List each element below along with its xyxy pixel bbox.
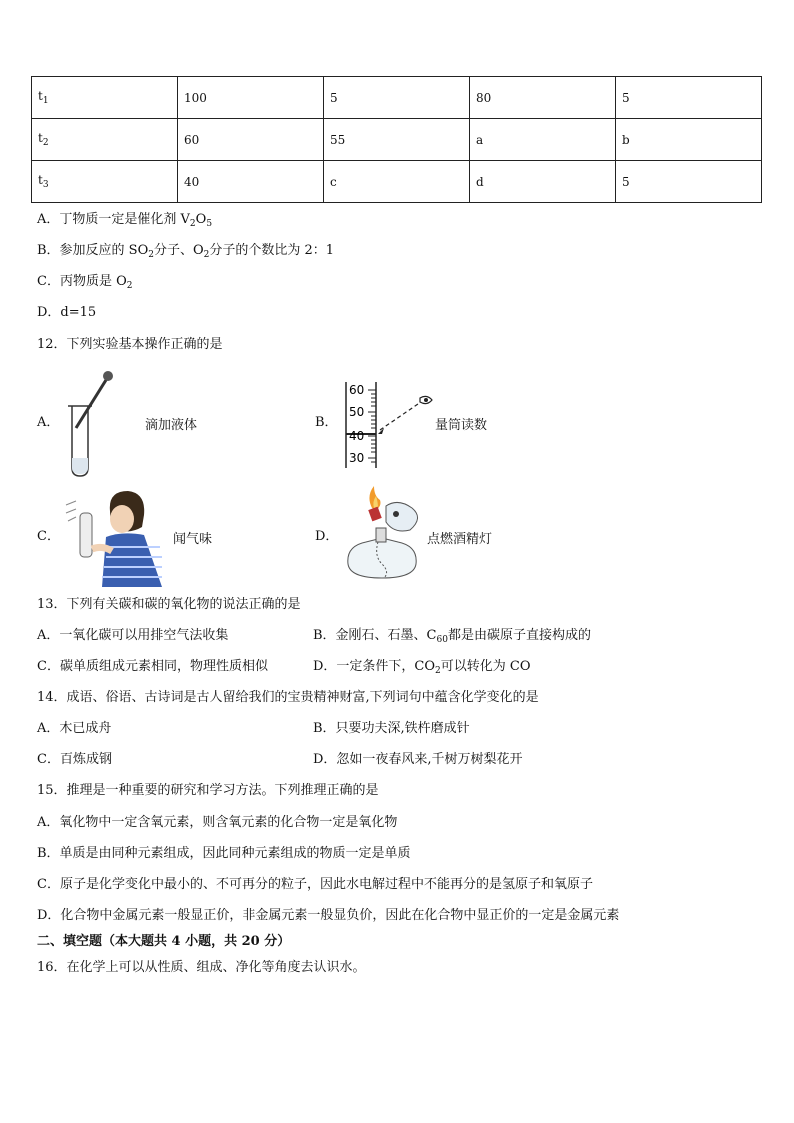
q11-option-d: D．d=15: [37, 305, 97, 320]
graduated-cylinder-figure: [340, 378, 435, 470]
q14-option-d: D．忽如一夜春风来,千树万树梨花开: [313, 752, 523, 767]
table-row: [32, 77, 762, 119]
q12-c-caption: 闻气味: [173, 532, 213, 547]
table-cell: $t_2$: [32, 119, 178, 161]
q16-stem: 16．在化学上可以从性质、组成、净化等角度去认识水。: [37, 960, 366, 975]
table-cell: d: [470, 161, 616, 203]
q13-option-d: D．一定条件下，$CO_2$可以转化为 CO: [313, 659, 531, 676]
cylinder-tick-label: 30: [349, 451, 365, 465]
table-cell: 60: [178, 119, 324, 161]
q15-option-c: C．原子是化学变化中最小的、不可再分的粒子，因此水电解过程中不能再分的是氢原子和氧原子: [37, 877, 593, 892]
q12-a-caption: 滴加液体: [145, 418, 198, 433]
q14-option-b: B．只要功夫深,铁杵磨成针: [313, 721, 470, 736]
q15-option-a: A．氧化物中一定含氧元素，则含氧元素的化合物一定是氧化物: [37, 815, 398, 830]
q12-b-caption: 量筒读数: [435, 418, 488, 433]
table-cell: 55: [324, 119, 470, 161]
q12-a-label: A．: [37, 415, 60, 430]
table-cell: 5: [616, 161, 762, 203]
table-cell: 100: [178, 77, 324, 119]
table-cell: 80: [470, 77, 616, 119]
q12-d-caption: 点燃酒精灯: [427, 532, 493, 547]
q15-option-b: B．单质是由同种元素组成，因此同种元素组成的物质一定是单质: [37, 846, 411, 861]
q13-option-a: A．一氧化碳可以用排空气法收集: [37, 628, 229, 643]
cylinder-tick-label: 50: [349, 405, 365, 419]
cylinder-tick-label: 60: [349, 383, 365, 397]
q14-stem: 14．成语、俗语、古诗词是古人留给我们的宝贵精神财富,下列词句中蕴含化学变化的是: [37, 690, 539, 705]
table-cell: b: [616, 119, 762, 161]
table-cell: 5: [616, 77, 762, 119]
q14-option-a: A．木已成舟: [37, 721, 112, 736]
cylinder-tick-label: 40: [349, 429, 365, 443]
alcohol-lamp-figure: [338, 486, 428, 582]
q14-option-c: C．百炼成钢: [37, 752, 112, 767]
q12-d-label: D．: [315, 529, 339, 544]
dropper-test-tube-figure: [62, 370, 122, 478]
data-table: [31, 76, 762, 203]
smelling-person-figure: [62, 487, 168, 587]
table-cell: $t_3$: [32, 161, 178, 203]
q11-option-c: C．丙物质是 $O_2$: [37, 274, 133, 291]
table-row: [32, 161, 762, 203]
q13-option-c: C．碳单质组成元素相同，物理性质相似: [37, 659, 268, 674]
table-cell: $t_1$: [32, 77, 178, 119]
section-heading: 二、填空题（本大题共 4 小题，共 20 分）: [37, 934, 291, 949]
table-cell: a: [470, 119, 616, 161]
q12-c-label: C．: [37, 529, 60, 544]
q11-option-b: B．参加反应的 $SO_2$分子、$O_2$分子的个数比为 2：1: [37, 243, 335, 260]
q13-stem: 13．下列有关碳和碳的氧化物的说法正确的是: [37, 597, 301, 612]
q11-option-a: A．丁物质一定是催化剂 $V_2O_5$: [37, 212, 213, 229]
q15-option-d: D．化合物中金属元素一般显正价，非金属元素一般显负价，因此在化合物中显正价的一定是金属元素: [37, 908, 620, 923]
q12-stem: 12．下列实验基本操作正确的是: [37, 337, 223, 352]
table-cell: c: [324, 161, 470, 203]
q13-option-b: B．金刚石、石墨、$C_{60}$都是由碳原子直接构成的: [313, 628, 591, 645]
q15-stem: 15．推理是一种重要的研究和学习方法。下列推理正确的是: [37, 783, 379, 798]
table-row: [32, 119, 762, 161]
table-cell: 40: [178, 161, 324, 203]
q12-b-label: B．: [315, 415, 338, 430]
table-cell: 5: [324, 77, 470, 119]
